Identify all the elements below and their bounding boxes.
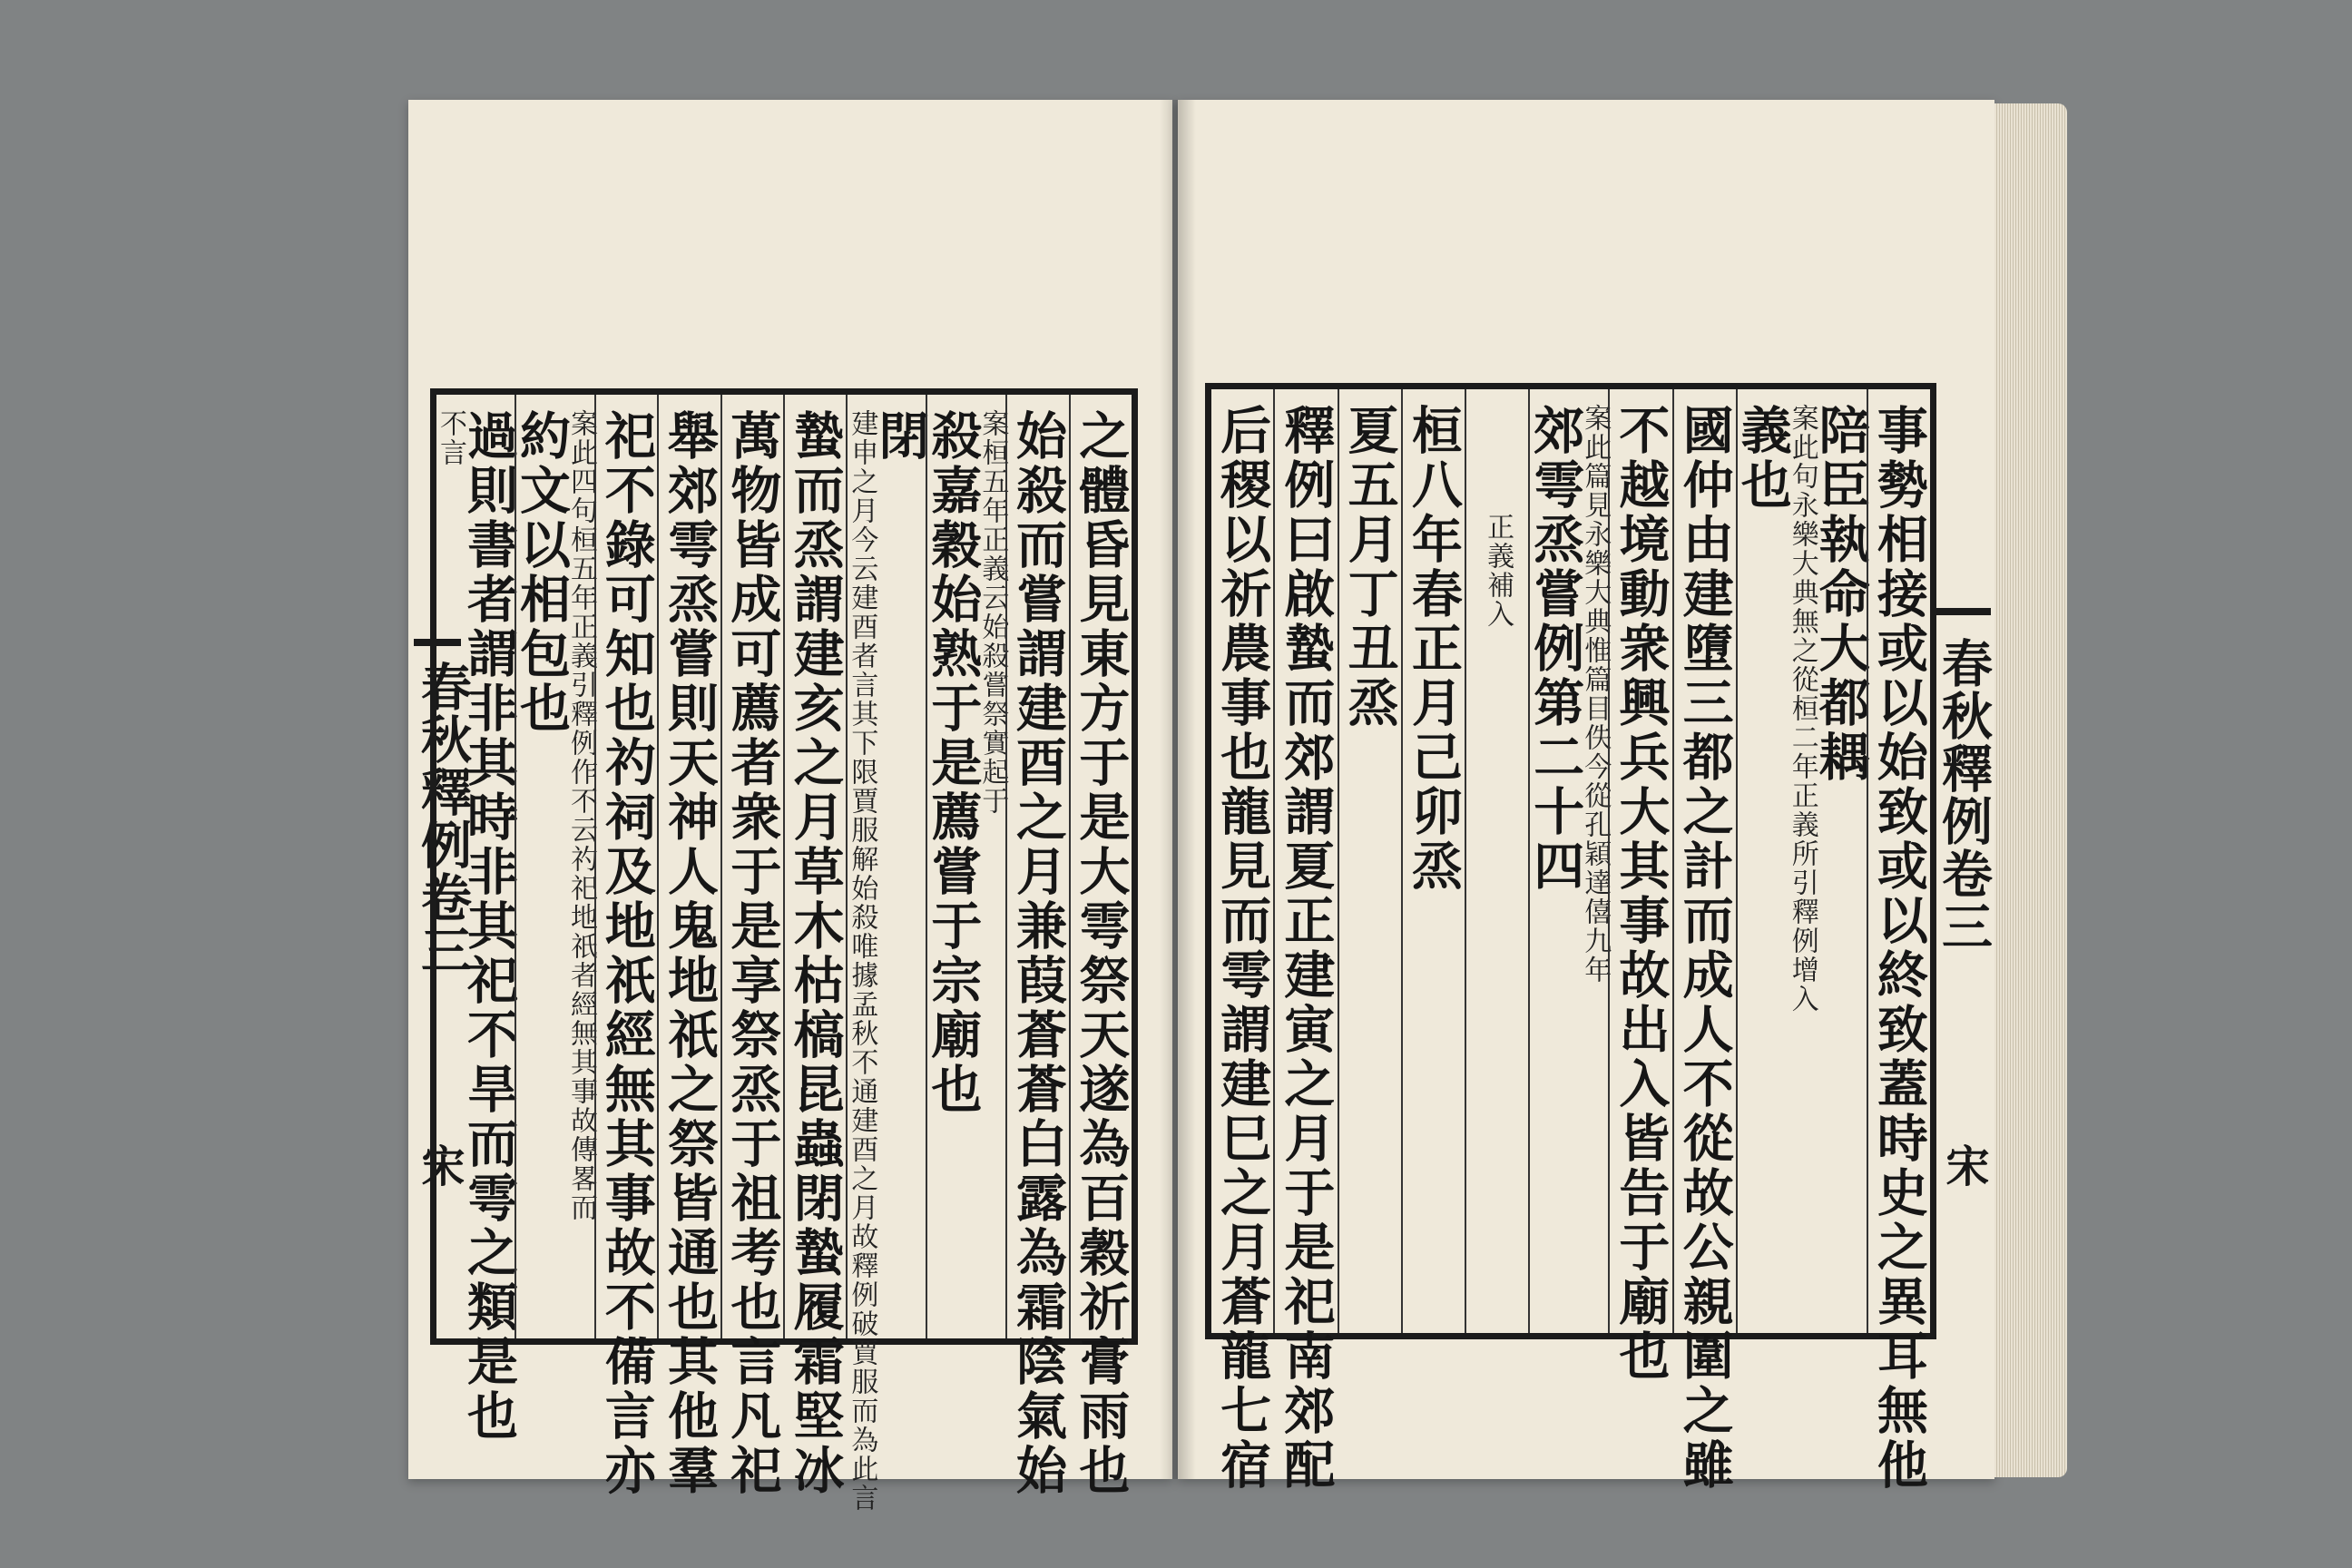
text-column: 建申之月今云建酉者言其下限賈服解始殺唯據孟秋不通建酉之月故釋例破賈服而為此言 閉 (846, 395, 926, 1338)
annotation: 案桓五年正義云始殺嘗祭實起于 (976, 409, 1009, 816)
text-column: 郊雩烝嘗例第二十四 案此篇見永樂大典惟篇目佚今從孔穎達僖九年 (1528, 389, 1608, 1333)
annotation: 正義補入 (1482, 513, 1514, 629)
text-column (1465, 389, 1528, 1333)
annotation: 案此篇見永樂大典惟篇目佚今從孔穎達僖九年 (1579, 404, 1612, 985)
folio-mark: 宋 (1938, 1143, 1989, 1187)
text-frame (430, 388, 1138, 1513)
margin-title: 春秋釋例卷三 (413, 661, 473, 976)
text-column: 殺嘉穀始熟于是薦嘗于宗廟也 案桓五年正義云始殺嘗祭實起于 (926, 395, 1005, 1338)
fish-tail-mark (1936, 608, 1991, 615)
text-column: 義也 案此句永樂大典無之從桓二年正義所引釋例增入 陪臣執命大都耦 (1736, 389, 1867, 1333)
annotation: 案此四句桓五年正義引釋例作不云礿祀地祇者經無其事故傳畧而 (565, 409, 598, 1222)
text-column: 之體昏見東方于是大雩祭天遂為百穀祈膏雨也 (1069, 395, 1132, 1338)
page-edges (1994, 103, 2067, 1477)
open-book (390, 91, 2096, 1515)
text-column: 萬物皆成可薦者衆于是享祭烝于祖考也言凡祀 (720, 395, 783, 1338)
text-column: 約文以相包也 案此四句桓五年正義引釋例作不云礿祀地祇者經無其事故傳畧而 (514, 395, 594, 1338)
text-column: 國仲由建墮三都之計而成人不從故公親圍之雖 (1672, 389, 1736, 1333)
text-column: 釋例曰啟蟄而郊謂夏正建寅之月于是祀南郊配 (1273, 389, 1337, 1333)
text-column: 不言 過則書者謂非其時非其祀不旱而雩之類是也 (435, 409, 520, 1444)
text-column: 祀不錄可知也礿祠及地祇經無其事故不備言亦 (594, 395, 657, 1338)
text-column: 后稷以祈農事也龍見而雩謂建巳之月蒼龍七宿 (1212, 404, 1273, 1493)
text-column: 事勢相接或以始致或以終致蓋時史之異耳無他 (1867, 389, 1930, 1333)
text-column: 桓八年春正月己卯烝 (1401, 389, 1465, 1333)
annotation: 建申之月今云建酉者言其下限賈服解始殺唯據孟秋不通建酉之月故釋例破賈服而為此言 (846, 409, 878, 1513)
text-column: 舉郊雩烝嘗則天神人鬼地祇之祭皆通也其他羣 (657, 395, 720, 1338)
text-frame (1205, 383, 1936, 1493)
text-column: 夏五月丁丑烝 (1338, 389, 1401, 1333)
text-column: 蟄而烝謂建亥之月草木枯槁昆蟲閉蟄履霜堅冰 (783, 395, 846, 1338)
text-column: 始殺而嘗謂建酉之月兼葭蒼蒼白露為霜陰氣始 (1005, 395, 1068, 1338)
margin-title: 春秋釋例卷三 (1934, 637, 1994, 953)
annotation: 案此句永樂大典無之從桓二年正義所引釋例增入 (1786, 404, 1818, 1014)
right-page (1178, 100, 1994, 1493)
annotation: 不言 (435, 409, 467, 467)
left-page (408, 100, 1172, 1513)
folio-mark: 宋 (414, 1143, 465, 1187)
text-column: 不越境動衆興兵大其事故出入皆告于廟也 (1608, 389, 1671, 1333)
